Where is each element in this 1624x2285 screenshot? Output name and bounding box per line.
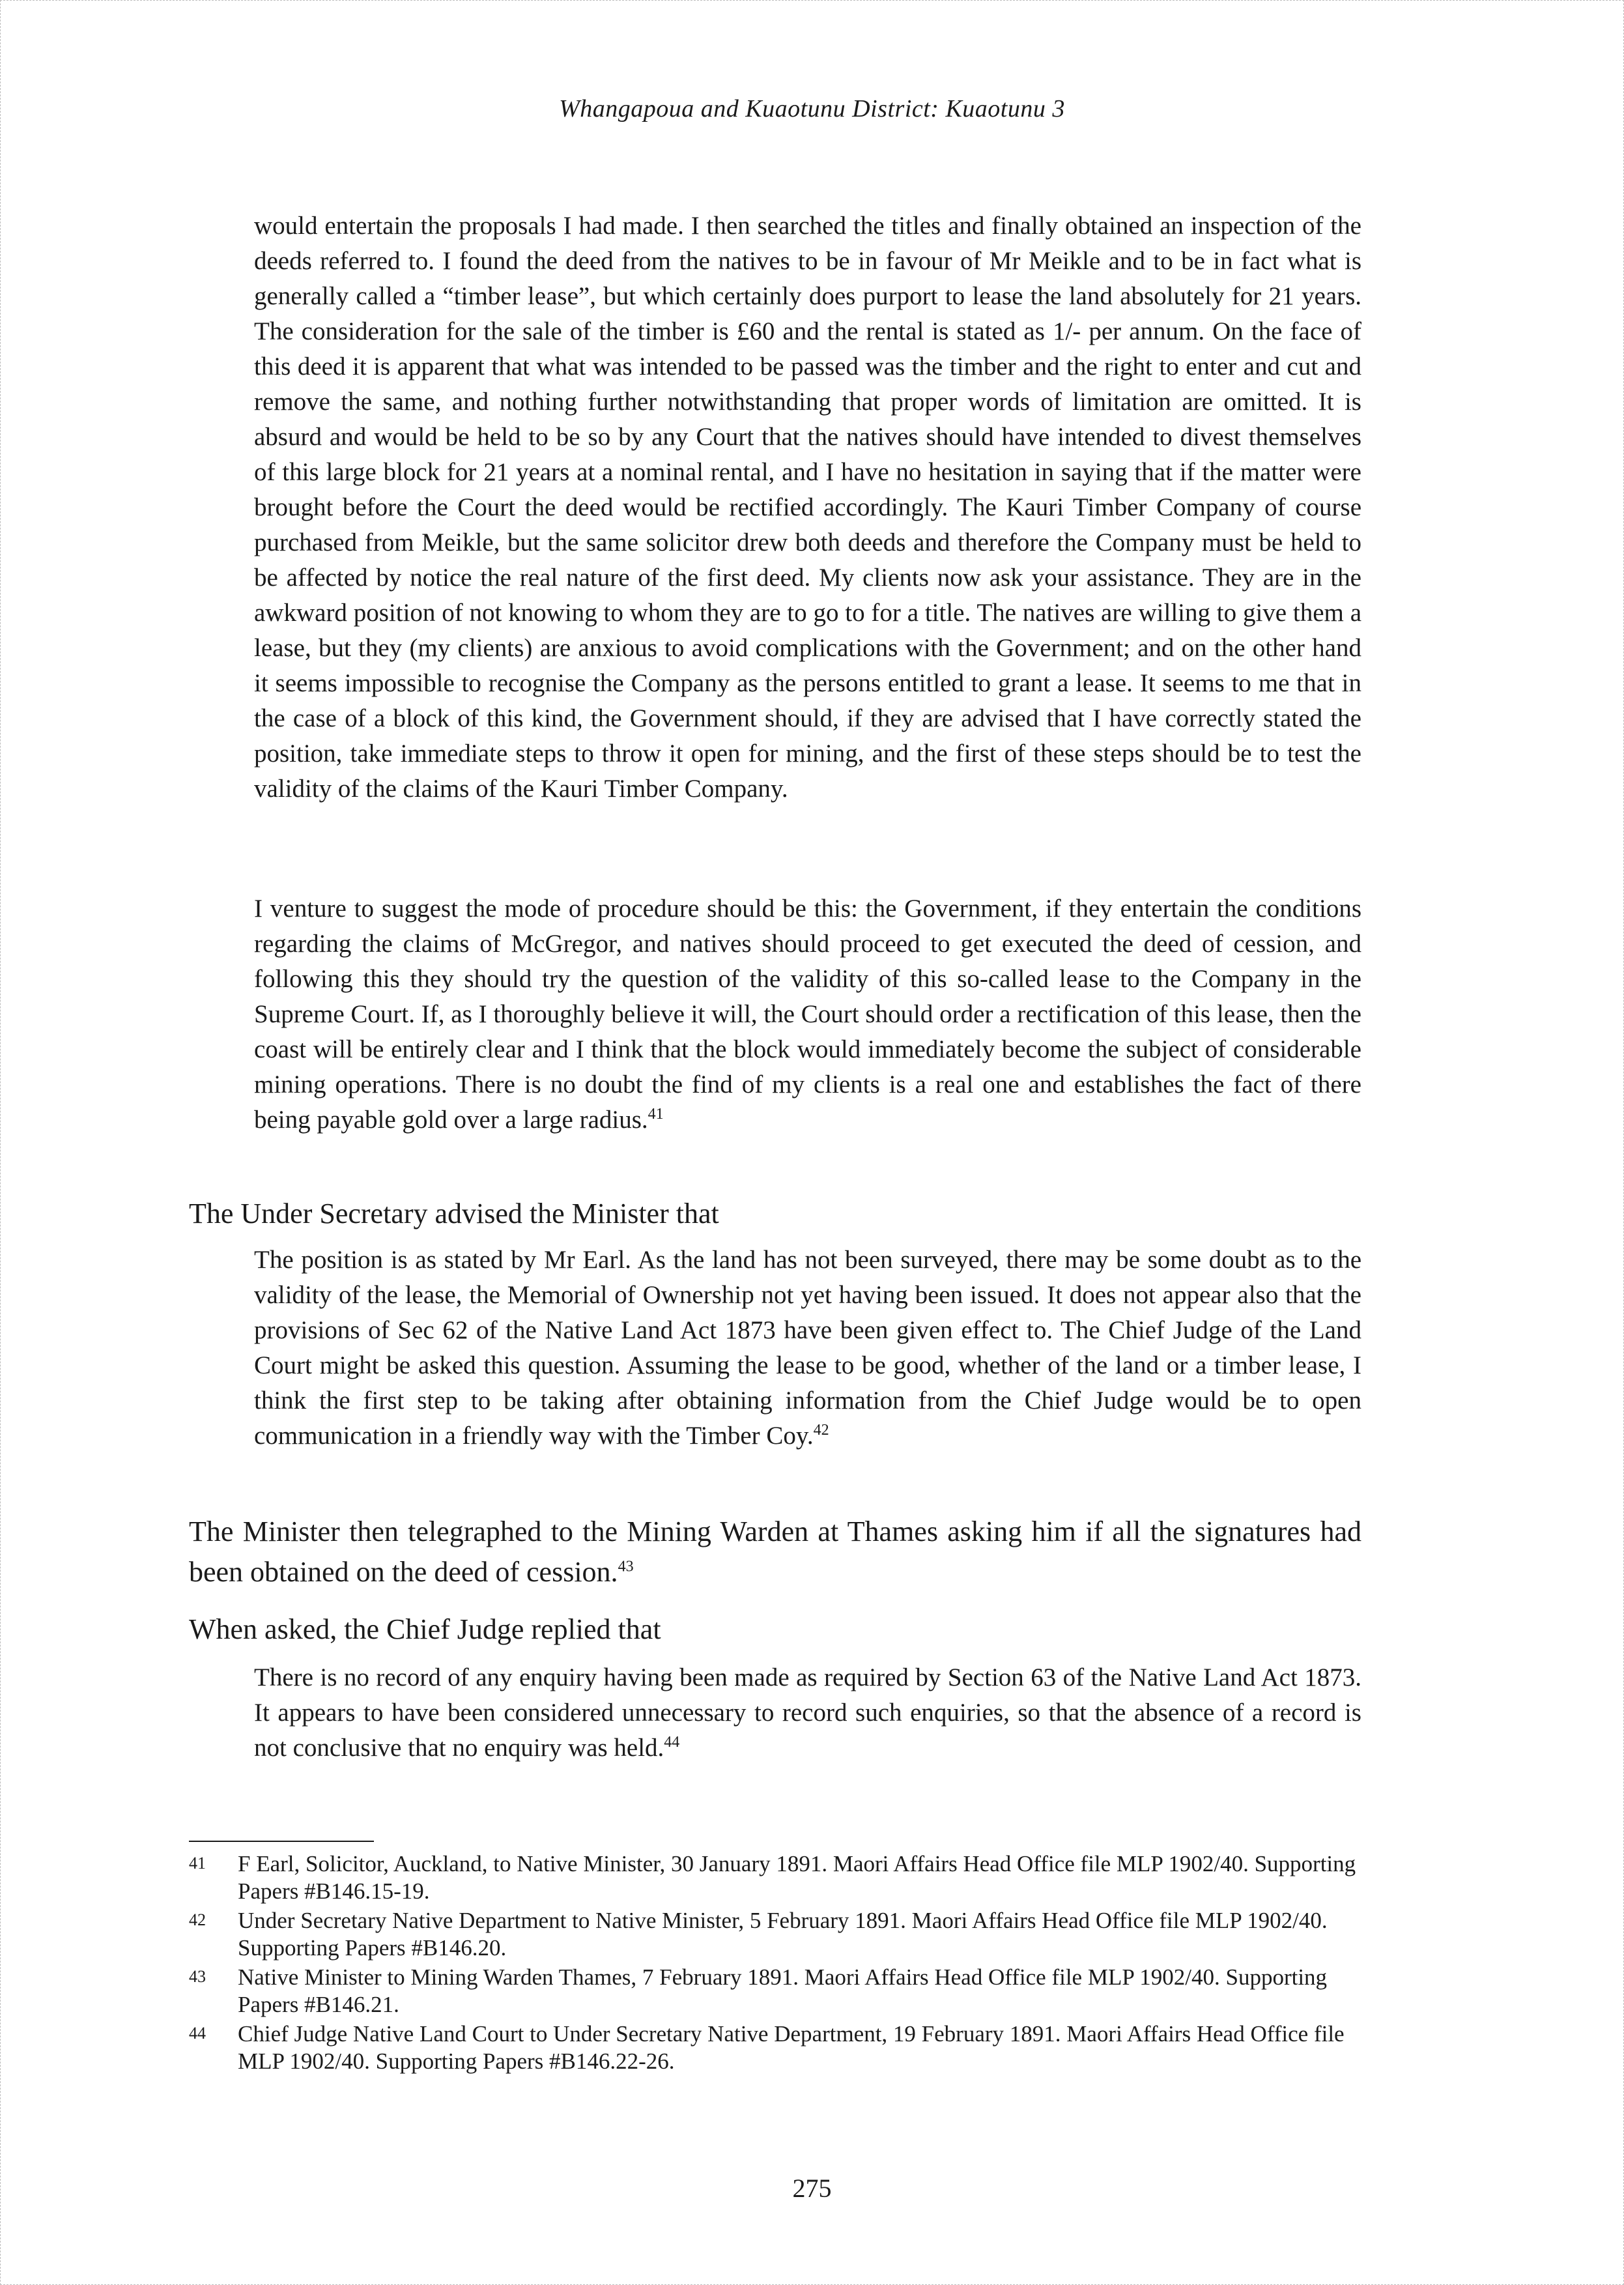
footnote-number: 44 (189, 2024, 206, 2043)
footnote-text: F Earl, Solicitor, Auckland, to Native Minister, 30 January 1891. Maori Affairs Head Office file MLP 1902/40. Supporting Papers #B146.15-19. (238, 1851, 1356, 1904)
footnote-divider (189, 1841, 374, 1842)
page-number: 275 (792, 2174, 832, 2203)
footnote-ref[interactable]: 42 (813, 1422, 829, 1439)
quote-paragraph: The position is as stated by Mr Earl. As the land has not been surveyed, there may be some doubt as to the validity of the lease, the Memorial of Ownership not yet having been issued. It does not appear also that the provisions of Sec 62 of the Native Land Act 1873 have been given effect to. The Chief Judge of the Land Court might be asked this question. Assuming the lease to be good, whether of the land or a timber lease, I think the first step to be taking after obtaining information from the Chief Judge would be to open communication in a friendly way with the Timber Coy.$^{42}$ (254, 1246, 1361, 1450)
footnote-number: 41 (189, 1854, 206, 1873)
footnote (189, 1850, 1361, 1905)
footnote-number: 43 (189, 1967, 206, 1986)
footnote (189, 1907, 1361, 1962)
quote-block-earl (254, 208, 1361, 807)
footnote-text: Chief Judge Native Land Court to Under Secretary Native Department, 19 February 1891. Maori Affairs Head Office file MLP 1902/40. Supporting Papers #B146.22-26. (238, 2021, 1345, 2074)
footnote-ref[interactable]: 43 (618, 1558, 634, 1575)
footnote-text: Under Secretary Native Department to Native Minister, 5 February 1891. Maori Affairs Head Office file MLP 1902/40. Supporting Papers #B146.20. (238, 1908, 1328, 1961)
footnote-ref[interactable]: 44 (664, 1734, 680, 1751)
narrative-paragraph: The Under Secretary advised the Minister that (189, 1198, 719, 1229)
quote-paragraph: There is no record of any enquiry having been made as required by Section 63 of the Native Land Act 1873. It appears to have been considered unnecessary to record such enquiries, so that the absence of a record is not conclusive that no enquiry was held.$^{44}$ (254, 1663, 1361, 1762)
footnote-number: 42 (189, 1910, 206, 1929)
footnotes (189, 1850, 1361, 2077)
footnote-text: Native Minister to Mining Warden Thames, 7 February 1891. Maori Affairs Head Office file MLP 1902/40. Supporting Papers #B146.21. (238, 1964, 1328, 2017)
quote-paragraph: would entertain the proposals I had made. I then searched the titles and finally obtained an inspection of the deeds referred to. I found the deed from the natives to be in favour of Mr Meikle and to be in fact what is generally called a “timber lease”, but which certainly does purport to lease the land absolutely for 21 years. The consideration for the sale of the timber is £60 and the rental is stated as 1/- per annum. On the face of this deed it is apparent that what was intended to be passed was the timber and the right to enter and cut and remove the same, and nothing further notwithstanding that proper words of limitation are omitted. It is absurd and would be held to be so by any Court that the natives should have intended to divest themselves of this large block for 21 years at a nominal rental, and I have no hesitation in saying that if the matter were brought before the Court the deed would be rectified accordingly. The Kauri Timber Company of course purchased from Meikle, but the same solicitor drew both deeds and therefore the Company must be held to be affected by notice the real nature of the first deed. My clients now ask your assistance. They are in the awkward position of not knowing to whom they are to go to for a title. The natives are willing to give them a lease, but they (my clients) are anxious to avoid complications with the Government; and on the other hand it seems impossible to recognise the Company as the persons entitled to grant a lease. It seems to me that in the case of a block of this kind, the Government should, if they are advised that I have correctly stated the position, take immediate steps to throw it open for mining, and the first of these steps should be to test the validity of the claims of the Kauri Timber Company. (254, 212, 1361, 803)
running-head: Whangapoua and Kuaotunu District: Kuaotunu 3 (559, 95, 1065, 122)
footnote (189, 2020, 1361, 2075)
quote-block-chief-judge (254, 1660, 1361, 1766)
quote-paragraph: I venture to suggest the mode of procedure should be this: the Government, if they entertain the conditions regarding the claims of McGregor, and natives should proceed to get executed the deed of cession, and following this they should try the question of the validity of this so-called lease to the Company in the Supreme Court. If, as I thoroughly believe it will, the Court should order a rectification of this lease, then the coast will be entirely clear and I think that the block would immediately become the subject of considerable mining operations. There is no doubt the find of my clients is a real one and establishes the fact of there being payable gold over a large radius.$^{41}$ (254, 895, 1361, 1134)
narrative-paragraph: When asked, the Chief Judge replied that (189, 1613, 661, 1645)
footnote (189, 1964, 1361, 2019)
footnote-ref[interactable]: 41 (648, 1106, 664, 1123)
quote-block-earl-continued (254, 891, 1361, 1138)
narrative-paragraph: The Minister then telegraphed to the Mining Warden at Thames asking him if all the signatures had been obtained on the deed of cession.$^{43}$ (189, 1516, 1361, 1588)
quote-block-under-secretary (254, 1243, 1361, 1454)
